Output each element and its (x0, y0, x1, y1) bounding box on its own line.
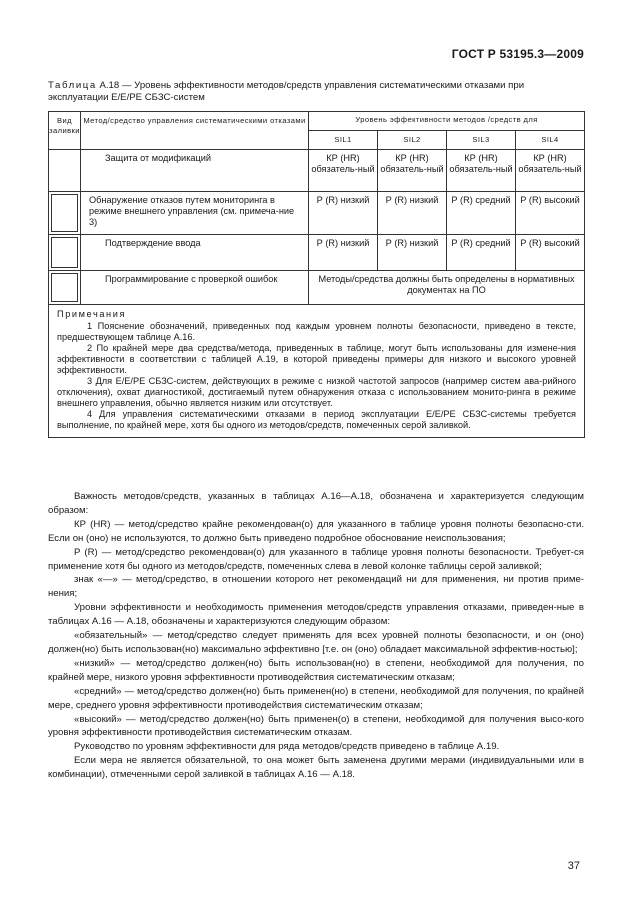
table-caption (48, 80, 583, 104)
caption-title: А.18 — Уровень эффективности методов/средств управления систематическими отказами при эксплуатации Е/Е/РЕ СБЗС-систем (48, 80, 525, 103)
notes-cell (49, 305, 585, 438)
header-sil2: SIL2 (378, 131, 447, 150)
body-paragraph: Уровни эффективности и необходимость применения методов/средств управления отказами, приведен-ные в таблицах А.16 — А.18, обозначены и характеризуются следующим образом: (48, 602, 584, 628)
table-row (49, 192, 585, 235)
table-row (49, 235, 585, 271)
body-paragraph: Если мера не является обязательной, то она может быть заменена другими мерами (индивидуальными или в комбинации), отмеченными серой заливкой в таблицах А.16 — А.18. (48, 755, 584, 781)
merged-level-cell: Методы/средства должны быть определены в нормативных документах на ПО (309, 271, 585, 305)
body-paragraph: КР (HR) — метод/средство крайне рекомендован(о) для указанного в таблице уровня полноты безопасно-сти. Если он (оно) не используются, то должно быть приведено подробное обоснование неиспользования; (48, 518, 584, 544)
level-cell: Р (R) низкий (309, 235, 378, 271)
level-cell: Р (R) низкий (378, 192, 447, 235)
header-efficiency-level: Уровень эффективности методов /средств для (309, 112, 585, 131)
level-cell: КР (HR) обязатель-ный (516, 150, 585, 192)
body-text (48, 490, 584, 782)
level-cell: Р (R) высокий (516, 192, 585, 235)
gray-fill-marker (51, 194, 78, 232)
gray-fill-marker (51, 273, 78, 302)
body-paragraph: «средний» — метод/средство должен(но) быть применен(но) в степени, необходимой для получения, по крайней мере, среднего уровня эффективности противодействия систематическим отказам; (48, 685, 584, 711)
body-paragraph: «высокий» — метод/средство должен(но) быть применен(о) в степени, необходимой для получения высо-кого уровня эффективности противодействия систематическим отказам. (48, 713, 584, 739)
method-cell: Защита от модификаций (81, 150, 309, 192)
standard-code: ГОСТ Р 53195.3—2009 (451, 47, 584, 61)
table-header-row (49, 112, 585, 131)
body-paragraph: «низкий» — метод/средство должен(но) быть использован(но) в степени, необходимой для получения, по крайней мере, низкого уровня эффективности противодействия систематическим отказам; (48, 657, 584, 683)
method-cell: Программирование с проверкой ошибок (81, 271, 309, 305)
level-cell: Р (R) низкий (378, 235, 447, 271)
fill-type-cell (49, 271, 81, 305)
level-cell: КР (HR) обязатель-ный (378, 150, 447, 192)
page-number: 37 (567, 860, 580, 872)
fill-type-cell (49, 150, 81, 192)
notes-row (49, 305, 585, 438)
level-cell: Р (R) средний (447, 192, 516, 235)
level-cell: КР (HR) обязатель-ный (309, 150, 378, 192)
notes-title: Примечания (57, 309, 127, 319)
body-paragraph: Руководство по уровням эффективности для ряда методов/средств приведено в таблице А.19. (74, 741, 500, 753)
method-cell: Обнаружение отказов путем мониторинга в режиме внешнего управления (см. примеча-ние 3) (81, 192, 309, 235)
gray-fill-marker (51, 237, 78, 268)
header-sil3: SIL3 (447, 131, 516, 150)
table-row (49, 271, 585, 305)
table-row (49, 150, 585, 192)
note-item: 2 По крайней мере два средства/метода, приведенных в таблице, могут быть использованы для измене-ния эффективности в соответствии с таблицей А.19, в которой приведены примеры для низкого и высокого уровней эффективности. (57, 343, 577, 375)
note-item: 4 Для управления систематическими отказами в период эксплуатации Е/Е/РЕ СБЗС-системы требуется выполнение, по крайней мере, хотя бы одного из методов/средств, помеченных серой заливкой. (57, 409, 577, 430)
caption-table-word: Таблица (48, 80, 97, 91)
level-cell: Р (R) низкий (309, 192, 378, 235)
method-cell: Подтверждение ввода (81, 235, 309, 271)
body-paragraph: Важность методов/средств, указанных в таблицах А.16—А.18, обозначена и характеризуется следующим образом: (48, 491, 584, 516)
efficiency-table (48, 111, 585, 438)
level-cell: Р (R) высокий (516, 235, 585, 271)
header-sil1: SIL1 (309, 131, 378, 150)
note-item: 3 Для Е/Е/РЕ СБЗС-систем, действующих в режиме с низкой частотой запросов (например систем ава-рийного отключения), охват диагностикой, достигаемый путем обнаружения отказа с использованием монито-ринга в режиме внешнего управления, обычно является низким или отсутствует. (57, 376, 577, 408)
body-paragraph: «обязательный» — метод/средство следует применять для всех уровней полноты безопасности, и он (оно) должен(но) быть использован(но) максимально эффективно [т.е. он (оно) обладает максимальной эффектив-ностью]; (48, 630, 584, 655)
level-cell: КР (HR) обязатель-ный (447, 150, 516, 192)
header-fill-type: Вид заливки (49, 112, 81, 150)
fill-type-cell (49, 235, 81, 271)
fill-type-cell (49, 192, 81, 235)
note-item: 1 Пояснение обозначений, приведенных под каждым уровнем полноты безопасности, приведено в тексте, предшествующем таблице А.16. (57, 321, 577, 342)
body-paragraph: знак «—» — метод/средство, в отношении которого нет рекомендаций ни для применения, ни против приме-нения; (48, 574, 584, 600)
header-sil4: SIL4 (516, 131, 585, 150)
header-method: Метод/средство управления систематическими отказами (81, 112, 309, 150)
level-cell: Р (R) средний (447, 235, 516, 271)
body-paragraph: Р (R) — метод/средство рекомендован(о) для указанного в таблице уровня полноты безопасности. Требует-ся применение хотя бы одного из методов/средств, помеченных слева в левой колонке таблицы серой заливкой; (48, 546, 584, 572)
